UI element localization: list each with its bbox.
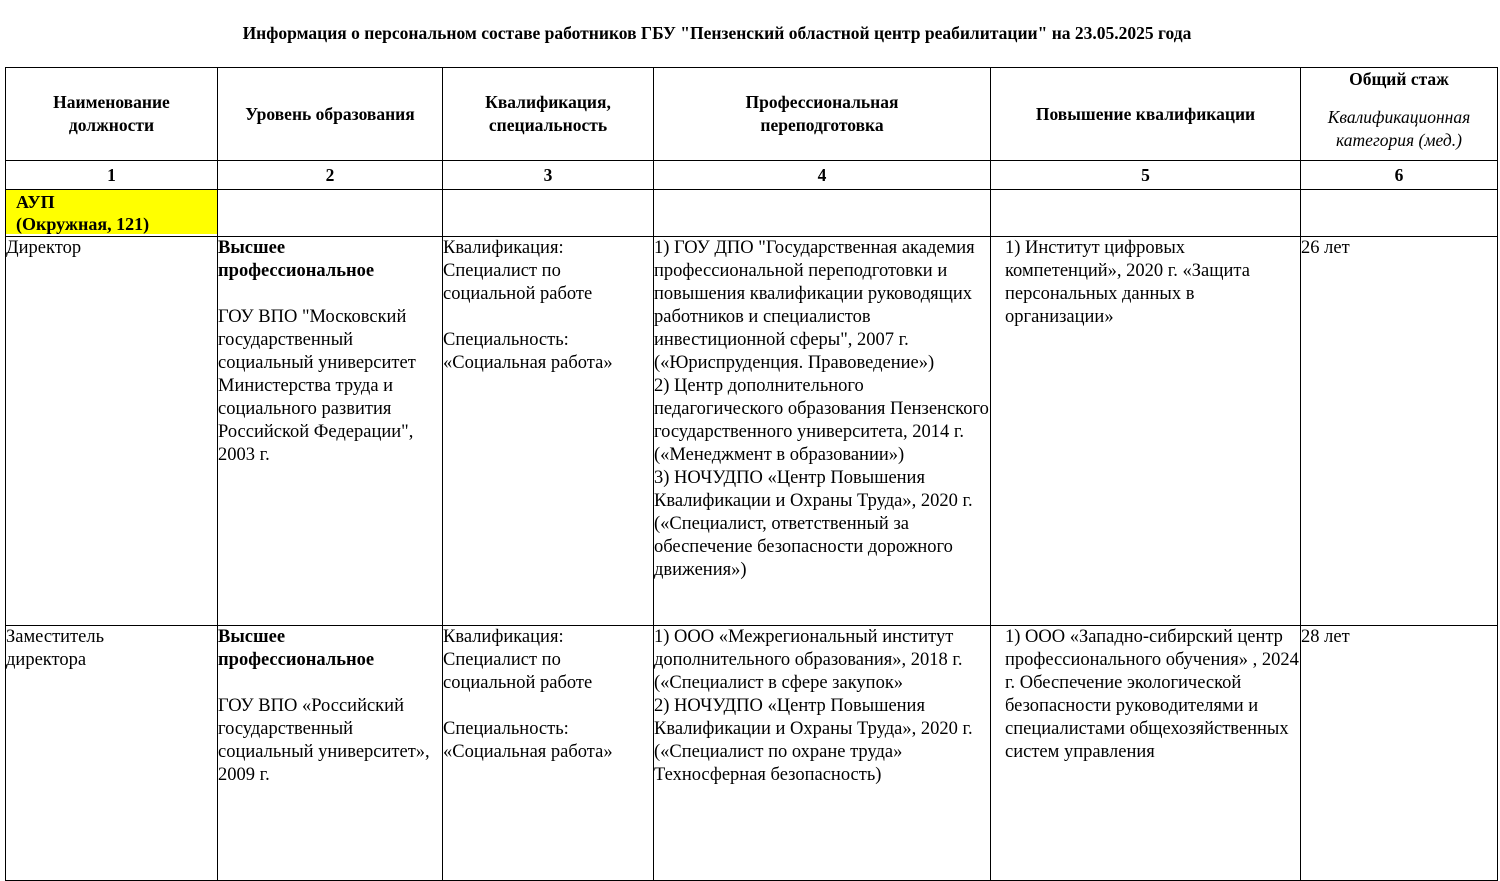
empty-cell [1301,190,1498,237]
specialty-text: Специальность: «Социальная работа» [443,330,613,373]
header-education-level: Уровень образования [218,68,443,161]
section-name: АУП [16,192,55,212]
column-number: 2 [218,161,443,190]
section-label-cell [6,190,218,237]
education-cell [218,626,443,881]
column-number: 6 [1301,161,1498,190]
empty-cell [991,190,1301,237]
header-position: Наименование должности [6,68,218,161]
position-name: Директор [6,238,82,258]
experience-cell [1301,237,1498,626]
empty-cell [443,190,654,237]
retraining-cell [654,626,991,881]
qualification-cell [443,237,654,626]
experience-cell [1301,626,1498,881]
retraining-cell [654,237,991,626]
header-retraining: Профессиональная переподготовка [654,68,991,161]
header-experience [1301,68,1498,161]
advanced-training-item: 1) ООО «Западно-сибирский центр профессионального обучения» , 2024 г. Обеспечение экологической безопасности руководителями и специалистами общехозяйственных систем управления [1005,627,1299,762]
experience-value: 28 лет [1301,627,1350,647]
table-row [6,626,1498,881]
staff-table [5,67,1498,881]
qualification-text: Квалификация: Специалист по социальной работе [443,238,593,304]
section-address: (Окружная, 121) [16,214,150,234]
section-row [6,190,1498,237]
education-institution: ГОУ ВПО "Московский государственный социальный университет Министерства труда и социального развития Российской Федерации", 2003 г. [218,307,416,465]
column-number-row [6,161,1498,190]
header-advanced-training: Повышение квалификации [991,68,1301,161]
retraining-item: 2) НОЧУДПО «Центр Повышения Квалификации и Охраны Труда», 2020 г. («Специалист по охране труда» Техносферная безопасность) [654,696,973,785]
education-cell [218,237,443,626]
experience-value: 26 лет [1301,238,1350,258]
column-number: 3 [443,161,654,190]
qualification-cell [443,626,654,881]
position-cell [6,626,218,881]
retraining-item: 3) НОЧУДПО «Центр Повышения Квалификации и Охраны Труда», 2020 г. («Специалист, ответственный за обеспечение безопасности дорожного движения») [654,468,973,580]
advanced-training-cell [991,237,1301,626]
column-number: 1 [6,161,218,190]
column-number: 4 [654,161,991,190]
header-qualification: Квалификация, специальность [443,68,654,161]
position-cell [6,237,218,626]
advanced-training-cell [991,626,1301,881]
header-category-subtitle: Квалификационная категория (мед.) [1327,107,1471,150]
table-header-row [6,68,1498,161]
retraining-item: 2) Центр дополнительного педагогического образования Пензенского государственного университета, 2014 г. («Менеджмент в образовании») [654,376,989,465]
table-row [6,237,1498,626]
document-title: Информация о персональном составе работников ГБУ "Пензенский областной центр реабилитации" на 23.05.2025 года [242,23,1192,43]
section-highlight [6,190,217,234]
empty-cell [654,190,991,237]
education-level: Высшее профессиональное [218,627,375,670]
empty-cell [218,190,443,237]
retraining-item: 1) ООО «Межрегиональный институт дополнительного образования», 2018 г. («Специалист в сфере закупок» [654,627,963,693]
education-institution: ГОУ ВПО «Российский государственный социальный университет», 2009 г. [218,696,430,785]
specialty-text: Специальность: «Социальная работа» [443,719,613,762]
header-experience-title: Общий стаж [1349,69,1449,89]
position-name: Заместитель директора [6,627,105,670]
retraining-item: 1) ГОУ ДПО "Государственная академия профессиональной переподготовки и повышения квалификации руководящих работников и специалистов инвестиционной сферы", 2007 г. («Юриспруденция. Правоведение») [654,238,975,373]
education-level: Высшее профессиональное [218,238,375,281]
qualification-text: Квалификация: Специалист по социальной работе [443,627,593,693]
advanced-training-item: 1) Институт цифровых компетенций», 2020 г. «Защита персональных данных в организации» [1005,238,1250,327]
column-number: 5 [991,161,1301,190]
